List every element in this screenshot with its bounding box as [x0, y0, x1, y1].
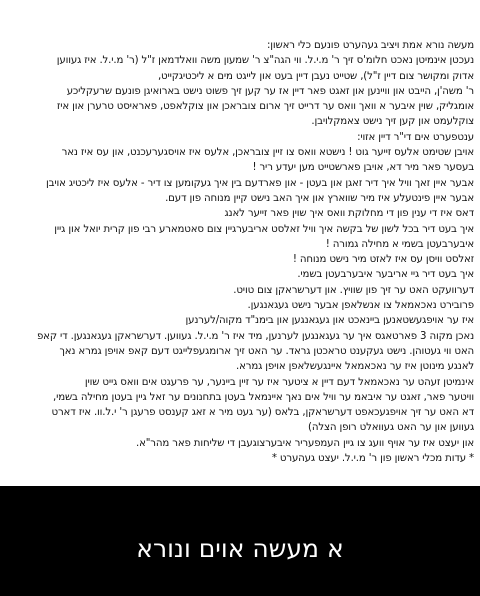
- document-line: ר' משה'ן, הייבט און וויינען און זאגט פאר דיין אז ער קען זיך פשוט נישט בארואיגן פונעם שרעקליכע: [66, 85, 474, 97]
- document-line: איך בעט דיר גיי אריבער איבערבעטן בשמי.: [297, 269, 474, 281]
- document-line: אויבן שטימט אלעס זייער גוט ! נישטא וואס צו זיין צובראכן, אלעס איז אויסגערעכנט, און עס איז נאר: [61, 147, 474, 159]
- document-line: איך בעט דיר בכל לשון של בקשה איך וויל זאלסט אריבערגיין צום סאטמארע רבי פון קרית יואל און גיין: [54, 223, 474, 235]
- document-line: בעסער פאר מיר דא, אויבן פארשטייט מען יעדע ריר !: [252, 162, 474, 174]
- document-line: האט ווי געטוהן. נישט געקענט טראכטן גראד. ער האט זיך ארומגעפלייגט דעם קאפ אויפן גמרא נאך: [59, 345, 474, 357]
- document-line: * עדות מכלי ראשון פון ר' מ.י.ל. יעצט געהערט *: [271, 453, 474, 465]
- document-line: אומגליק, שוין איבער א וואך וואס ער דרייט זיך ארום צובראכן און צוקלאפט, פאראיסט טרערן און איז: [56, 101, 474, 113]
- document-line: זאלסט וויסן עס איז לאזט מיר נישט מנוחה !: [292, 254, 474, 266]
- document-line: צוקלעמט און קען זיך נישט צאמקלויבן.: [311, 116, 474, 128]
- document-line: אדוק ומקושר צום דיין ז"ל), שטייט נעבן דיין בעט און לייגט מים א ליכטיגקייט,: [157, 70, 474, 82]
- document-line: אינמיטן זעהט ער נאכאמאל דעם דיין א ציטער איז ער זיין ביינער, ער פרעגט אים וואס גייט שוין: [84, 376, 474, 388]
- caption-title: א מעשה אוים ונורא: [136, 534, 344, 563]
- document-line: לאנגע מינוטן איז ער נאכאמאל איינגעשלאפן אויפן גמרא.: [236, 361, 474, 373]
- document-line: געווען און ער האט געוואלט רופן הצלה): [308, 422, 474, 434]
- document-text: [6, 38, 474, 466]
- document-line: איבערבעטן בשמי א מחילה גמורה !: [325, 238, 474, 250]
- document-line: דאס איז די ענין פון די מחלוקת וואס איך שוין פאר זייער לאנג: [224, 208, 474, 220]
- document-line: אבער איין זאך וויל איך דיר זאגן און בעטן - און פארדעם בין איך געקומען צו דיר - אלעס איז ליכטיג אויבן: [45, 177, 474, 189]
- document-line: דא האט ער זיך אויפגעכאפט דערשראקן, בלאס (ער געט מיר א זאג קענסט פרעגן ר' י.ל.וו. איז דארט: [51, 407, 474, 419]
- document-line: נעכטן אינמיטן נאכט חלומ'ס זיך ר' מ.י.ל. ווי הגה"צ ר' שמעון משה וואלדמאן ז"ל (ר' מ.י.ל. איז געווען: [56, 55, 474, 67]
- document-line: דערוועקט האט ער זיך פון שוויץ. און דערשראקן צום טויט.: [233, 284, 474, 296]
- document-line: און יעצט איז ער אויף וועג צו גיין העמפעריר איבערצוגעבן די שליחות פאר מהר"א.: [136, 437, 474, 449]
- document-line: איז ער אויפגעשטאנען ביינאכט און געגאנגען און בימנ"ד מקוה/לערנען: [185, 315, 474, 327]
- document-line: נאכן מקוה 3 פארטאגס איך ער געגאנגען לערנען, מיד איז ר' מ.י.ל. געווען. דערשראקן געגאנגען. די קאפ: [36, 330, 474, 342]
- document-line: פרובירט נאכאמאל צו אנשלאפן אבער נישט געגאנגען.: [247, 300, 474, 312]
- document-line: וויטער פאר, זאגט ער איבאמ ער וויל אים נאך איינמאל בעטן בתחנונים ער זאל גיין בעטן מחילה בשמי,: [52, 391, 474, 403]
- document-line: ענטפערט אים די"ר דיין אזוי:: [357, 131, 474, 143]
- document-line: מעשה נורא אמת ויציב געהערט פונעם כלי ראשון:: [266, 40, 474, 51]
- document-line: אבער איין פינטעלע איז מיר שווארץ און איך האב נישט קיין מנוחה פון דעם.: [165, 192, 474, 204]
